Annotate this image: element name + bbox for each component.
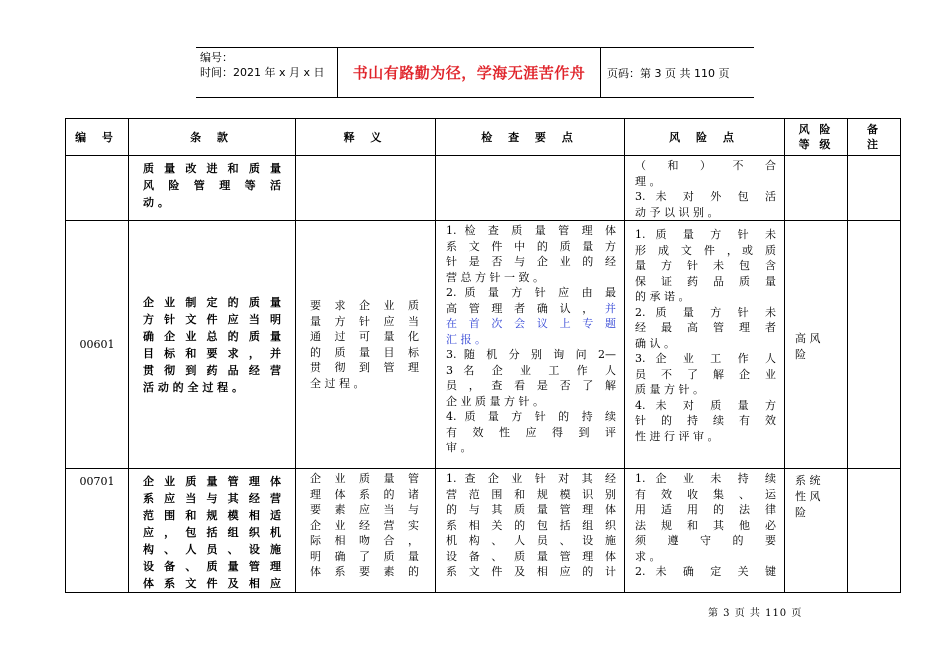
row-explain: 企 业 质 量 管 理 体 系 的 诸 要 素 应 当 与 企 业 经 营 实 际 相 吻 合 ， 明 确 了 质 量 体 系 要 素 的 xyxy=(296,469,436,593)
header-time-label: 时间：2021 年 x 月 x 日 xyxy=(200,66,325,79)
col-header-level: 风 险 等 级 xyxy=(785,119,848,156)
row-code: 00601 xyxy=(66,221,129,469)
row-code xyxy=(66,156,129,221)
header-page-label: 页码：第 3 页 共 110 页 xyxy=(607,66,730,80)
row-risk: 1. 质 量 方 针 未 形 成 文 件 ，或 质 量 方 针 未 包 含 保 证 药 品 质 量 的 承 诺 。 2. 质 量 方 针 未 经 最 高 管 理 者 确 认 。 3. 企 业 工 作 人 员 不 了 解 企 业 质 量 方 针 。 4. 未 对 质 量 方 针 的 持 续 有 效 性 进 行 评 审 。 xyxy=(625,221,785,469)
col-header-explain: 释 义 xyxy=(296,119,436,156)
col-header-code: 编 号 xyxy=(66,119,129,156)
row-note xyxy=(848,469,901,593)
row-explain xyxy=(296,156,436,221)
col-header-note: 备 注 xyxy=(848,119,901,156)
row-check xyxy=(436,156,625,221)
col-header-clause: 条 款 xyxy=(129,119,296,156)
row-level xyxy=(785,156,848,221)
row-clause: 企 业 制 定 的 质 量 方 针 文 件 应 当 明 确 企 业 总 的 质 量 目 标 和 要 求 ， 并 贯 彻 到 药 品 经 营 活 动 的 全 过 程 。 xyxy=(129,221,296,469)
table-row xyxy=(66,156,901,221)
page-footer: 第 3 页 共 110 页 xyxy=(708,608,803,619)
table-header-row xyxy=(66,119,901,156)
inspection-table xyxy=(65,118,901,593)
row-risk: （ 和 ） 不 合 理 。 3. 未 对 外 包 活 动 予 以 识 别 。 xyxy=(625,156,785,221)
row-check: 1. 检 查 质 量 管 理 体 系 文 件 中 的 质 量 方 针 是 否 与 企 业 的 经 营 总 方 针 一 致 。 2. 质 量 方 针 应 由 最 高 管 理 者 确 认 ， 并 在 首 次 会 议 上 专 题 汇 报 。 3. 随 机 分 别 询 问 2— 3 名 企 业 工 作 人 员 ， 查 看 是 否 了 解 企 业 质 量 方 针 。 4. 质 量 方 针 的 持 续 有 效 性 应 得 到 评 审 。 xyxy=(436,221,625,469)
table-row xyxy=(66,469,901,593)
row-explain: 要 求 企 业 质 量 方 针 应 当 通 过 可 量 化 的 质 量 目 标 贯 彻 到 管 理 全 过 程 。 xyxy=(296,221,436,469)
row-risk: 1. 企 业 未 持 续 有 效 收 集 、 运 用 适 用 的 法 律 法 规 和 其 他 必 须 遵 守 的 要 求 。 2. 未 确 定 关 键 xyxy=(625,469,785,593)
col-header-risk: 风 险 点 xyxy=(625,119,785,156)
row-level: 系 统 性 风 险 xyxy=(785,469,848,593)
row-code: 00701 xyxy=(66,469,129,593)
page-header xyxy=(196,47,754,98)
row-note xyxy=(848,156,901,221)
header-meta xyxy=(196,48,338,97)
row-clause: 企 业 质 量 管 理 体 系 应 当 与 其 经 营 范 围 和 规 模 相 适 应 ， 包 括 组 织 机 构 、 人 员 、 设 施 设 备 、 质 量 管 理 体 系 文 件 及 相 应 xyxy=(129,469,296,593)
row-clause: 质 量 改 进 和 质 量 风 险 管 理 等 活 动 。 xyxy=(129,156,296,221)
row-note xyxy=(848,221,901,469)
row-level: 高 风 险 xyxy=(785,221,848,469)
col-header-check: 检 查 要 点 xyxy=(436,119,625,156)
header-motto: 书山有路勤为径，学海无涯苦作舟 xyxy=(338,48,601,97)
row-check: 1. 查 企 业 针 对 其 经 营 范 围 和 规 模 识 别 的 与 其 质 量 管 理 体 系 相 关 的 包 括 组 织 机 构 、 人 员 、 设 施 设 备 、 质 量 管 理 体 系 文 件 及 相 应 的 计 xyxy=(436,469,625,593)
table-row xyxy=(66,221,901,469)
header-id-label: 编号： xyxy=(200,51,233,64)
